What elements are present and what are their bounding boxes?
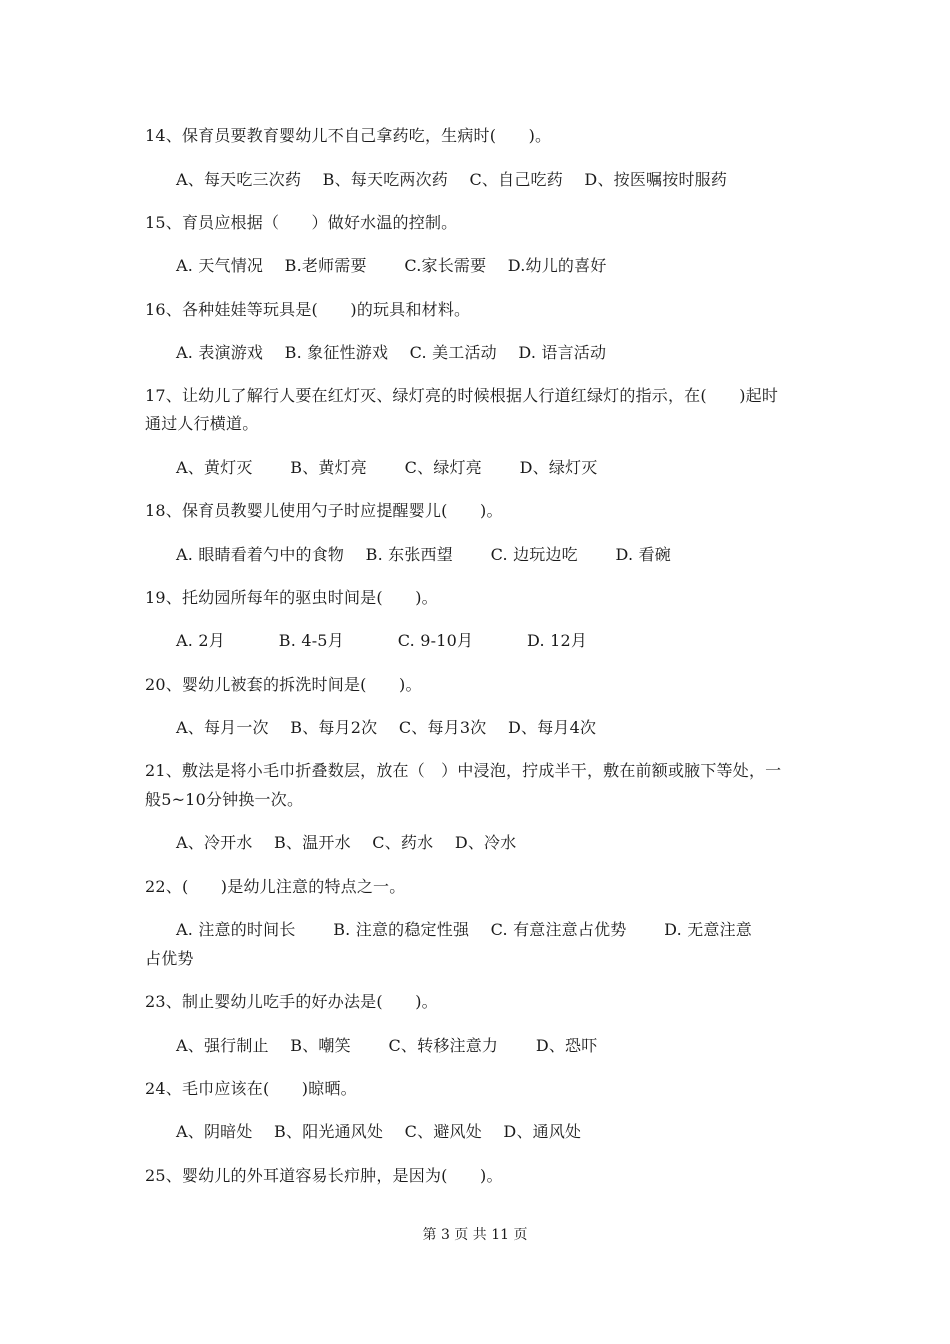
question-17-options: A、黄灯灭 B、黄灯亮 C、绿灯亮 D、绿灯灭 bbox=[176, 458, 598, 477]
question-23-stem: 23、制止婴幼儿吃手的好办法是( )。 bbox=[145, 992, 438, 1011]
question-15-options: A. 天气情况 B.老师需要 C.家长需要 D.幼儿的喜好 bbox=[176, 256, 607, 275]
question-24-stem: 24、毛巾应该在( )晾晒。 bbox=[145, 1079, 357, 1098]
question-18-options: A. 眼睛看着勺中的食物 B. 东张西望 C. 边玩边吃 D. 看碗 bbox=[176, 545, 671, 564]
question-14-stem: 14、保育员要教育婴幼儿不自己拿药吃，生病时( )。 bbox=[145, 126, 552, 145]
question-21-stem: 21、敷法是将小毛巾折叠数层，放在（ ）中浸泡，拧成半干，敷在前额或腋下等处，一 bbox=[145, 761, 782, 780]
question-21-stem-continued: 般5~10分钟换一次。 bbox=[145, 790, 304, 809]
question-24-options: A、阴暗处 B、阳光通风处 C、避风处 D、通风处 bbox=[176, 1122, 582, 1141]
question-17-stem: 17、让幼儿了解行人要在红灯灭、绿灯亮的时候根据人行道红绿灯的指示，在( )起时 bbox=[145, 386, 779, 405]
question-15-stem: 15、育员应根据（ ）做好水温的控制。 bbox=[145, 213, 458, 232]
question-21-options: A、冷开水 B、温开水 C、药水 D、冷水 bbox=[176, 833, 517, 852]
question-22-options: A. 注意的时间长 B. 注意的稳定性强 C. 有意注意占优势 D. 无意注意 bbox=[176, 920, 752, 939]
question-23-options: A、强行制止 B、嘲笑 C、转移注意力 D、恐吓 bbox=[176, 1036, 598, 1055]
question-19-stem: 19、托幼园所每年的驱虫时间是( )。 bbox=[145, 588, 438, 607]
question-18-stem: 18、保育员教婴儿使用勺子时应提醒婴儿( )。 bbox=[145, 501, 503, 520]
question-25-stem: 25、婴幼儿的外耳道容易长疖肿，是因为( )。 bbox=[145, 1166, 503, 1185]
question-20-stem: 20、婴幼儿被套的拆洗时间是( )。 bbox=[145, 675, 422, 694]
question-19-options: A. 2月 B. 4-5月 C. 9-10月 D. 12月 bbox=[176, 631, 588, 650]
question-14-options: A、每天吃三次药 B、每天吃两次药 C、自己吃药 D、按医嘱按时服药 bbox=[176, 170, 728, 189]
question-22-stem: 22、( )是幼儿注意的特点之一。 bbox=[145, 877, 406, 896]
question-16-options: A. 表演游戏 B. 象征性游戏 C. 美工活动 D. 语言活动 bbox=[176, 343, 607, 362]
question-20-options: A、每月一次 B、每月2次 C、每月3次 D、每月4次 bbox=[176, 718, 597, 737]
page-number-footer: 第 3 页 共 11 页 bbox=[422, 1227, 528, 1243]
question-17-stem-continued: 通过人行横道。 bbox=[145, 414, 259, 433]
question-22-options-continued: 占优势 bbox=[145, 949, 194, 968]
question-16-stem: 16、各种娃娃等玩具是( )的玩具和材料。 bbox=[145, 300, 471, 319]
